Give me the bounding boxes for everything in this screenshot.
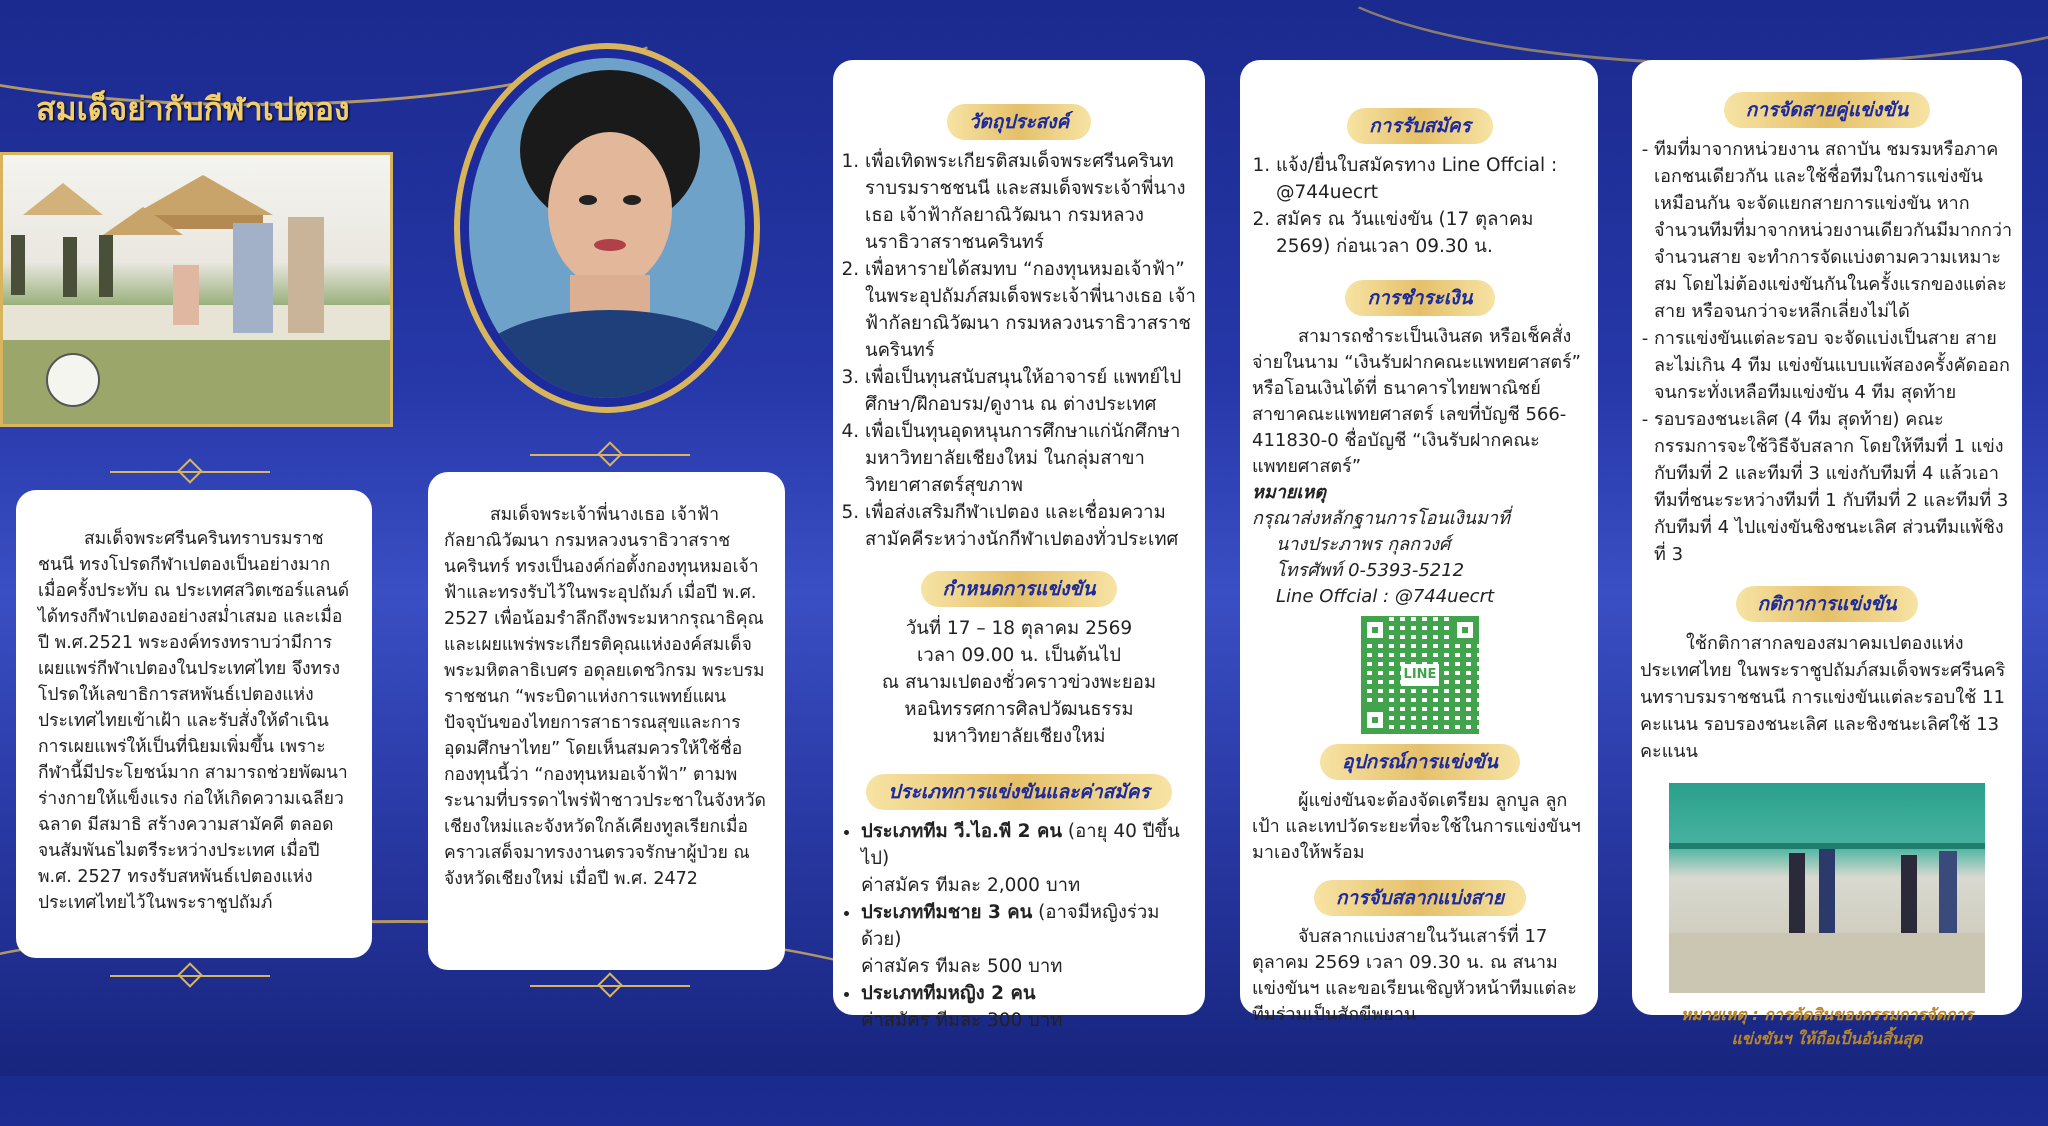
note-label: หมายเหตุ — [1252, 482, 1327, 503]
rules-card — [1632, 60, 2022, 1048]
register-list — [1252, 152, 1588, 260]
page-title: สมเด็จย่ากับกีฬาเปตอง — [36, 90, 350, 128]
payment-heading: การชำระเงิน — [1345, 280, 1494, 316]
type-name: ประเภททีมหญิง 2 คน — [861, 983, 1036, 1004]
petanque-photo — [0, 152, 393, 427]
schedule-heading: กำหนดการแข่งขัน — [921, 571, 1118, 607]
line-logo: LINE — [1401, 664, 1439, 686]
list-item: 5. เพื่อส่งเสริมกีฬาเปตอง และเชื่อมความสามัคคีระหว่างนักกีฬาเปตองทั่วประเทศ — [865, 499, 1197, 553]
line-qr-code[interactable] — [1361, 616, 1479, 734]
type-fee: ค่าสมัคร ทีมละ 300 บาท — [861, 1010, 1063, 1031]
history-text: สมเด็จพระศรีนครินทราบรมราชชนนี ทรงโปรดกีฬาเปตองเป็นอย่างมาก เมื่อครั้งประทับ ณ ประเทศสวิตเซอร์แลนด์ ได้ทรงกีฬาเปตองอย่างสม่ำเสมอ และเมื่อ ปี พ.ศ.2521 พระองค์ทรงทราบว่ามีการเผยแพร่กีฬาเปตองในประเทศไทย จึงทรงโปรดให้เลขาธิการสหพันธ์เปตองแห่งประเทศไทยเข้าเฝ้า และรับสั่งให้ดำเนินการเผยแพร่ให้เป็นที่นิยมเพิ่มขึ้น เพราะกีฬานี้มีประโยชน์มาก สามารถช่วยพัฒนาร่างกายให้แข็งแรง ก่อให้เกิดความเฉลียวฉลาด มีสมาธิ สร้างความสามัคคี ตลอดจนสัมพันธไมตรีระหว่างประเทศ เมื่อปี พ.ศ. 2527 ทรงรับสหพันธ์เปตองแห่งประเทศไทยไว้ในพระราชูปถัมภ์ — [38, 529, 350, 913]
note-line: Line Offcial : @744uecrt — [1276, 586, 1495, 607]
list-item: 2. สมัคร ณ วันแข่งขัน (17 ตุลาคม 2569) ก่อนเวลา 09.30 น. — [1276, 206, 1588, 260]
rules-heading: กติกาการแข่งขัน — [1736, 586, 1919, 622]
match-photo — [1669, 783, 1985, 993]
register-heading: การรับสมัคร — [1347, 108, 1493, 144]
history-card — [16, 490, 372, 958]
types-list — [841, 818, 1197, 1034]
list-item: - การแข่งขันแต่ละรอบ จะจัดแบ่งเป็นสาย สายละไม่เกิน 4 ทีม แข่งขันแบบแพ้สองครั้งคัดออกจนกระทั่งเหลือทีมแข่งขัน 4 ทีม สุดท้าย — [1654, 325, 2014, 406]
fund-card — [428, 472, 785, 970]
pairing-list — [1640, 136, 2014, 568]
list-item: - ทีมที่มาจากหน่วยงาน สถาบัน ชมรมหรือภาคเอกชนเดียวกัน และใช้ชื่อทีมในการแข่งขันเหมือนกัน จะจัดแยกสายการแข่งขัน หากจำนวนทีมที่มาจากหน่วยงานเดียวกันมีมากกว่าจำนวนสาย จะทำการจัดแบ่งตามความเหมาะสม โดยไม่ต้องแข่งขันกันในครั้งแรกของแต่ละสาย หรือจนกว่าจะหลีกเลี่ยงไม่ได้ — [1654, 136, 2014, 325]
type-note: (อายุ 40 ปีขึ้นไป) — [861, 821, 1180, 869]
portrait-frame — [450, 40, 765, 415]
list-item: 4. เพื่อเป็นทุนอุดหนุนการศึกษาแก่นักศึกษามหาวิทยาลัยเชียงใหม่ ในกลุ่มสาขาวิทยาศาสตร์สุขภาพ — [865, 418, 1197, 499]
list-item: 1. แจ้ง/ยื่นใบสมัครทาง Line Offcial : @744uecrt — [1276, 152, 1588, 206]
ornament-divider — [530, 976, 690, 996]
list-item: 2. เพื่อหารายได้สมทบ “กองทุนหมอเจ้าฟ้า” ในพระอุปถัมภ์สมเด็จพระเจ้าพี่นางเธอ เจ้าฟ้ากัลยาณิวัฒนา กรมหลวงนราธิวาสราชนครินทร์ — [865, 256, 1197, 364]
match-scene — [1669, 783, 1985, 993]
ornament-divider — [530, 445, 690, 465]
type-name: ประเภททีม วี.ไอ.พี 2 คน — [861, 821, 1062, 842]
note-line: กรุณาส่งหลักฐานการโอนเงินมาที่ — [1252, 508, 1510, 529]
type-fee: ค่าสมัคร ทีมละ 2,000 บาท — [861, 875, 1081, 896]
list-item — [861, 980, 1197, 1034]
list-item: 3. เพื่อเป็นทุนสนับสนุนให้อาจารย์ แพทย์ไปศึกษา/ฝึกอบรม/ดูงาน ณ ต่างประเทศ — [865, 364, 1197, 418]
type-note: (อาจมีหญิงร่วมด้วย) — [861, 902, 1160, 950]
type-name: ประเภททีมชาย 3 คน — [861, 902, 1033, 923]
equipment-heading: อุปกรณ์การแข่งขัน — [1320, 744, 1520, 780]
objectives-card — [833, 60, 1205, 1031]
schedule-line: ณ สนามเปตองชั่วคราวข่วงพะยอม — [881, 672, 1157, 693]
schedule-line: วันที่ 17 – 18 ตุลาคม 2569 — [905, 618, 1133, 639]
equipment-text: ผู้แข่งขันจะต้องจัดเตรียม ลูกบูล ลูกเป้า และเทปวัดระยะที่จะใช้ในการแข่งขันฯ มาเองให้พร้อม — [1252, 790, 1581, 863]
schedule-line: เวลา 09.00 น. เป็นต้นไป — [917, 645, 1121, 666]
list-item — [861, 818, 1197, 899]
schedule-line: หอนิทรรศการศิลปวัฒนธรรม — [904, 699, 1134, 720]
footnote: หมายเหตุ : การตัดสินของกรรมการจัดการแข่งขันฯ ให้ถือเป็นอันสิ้นสุด — [1680, 1005, 1974, 1048]
registration-card — [1240, 60, 1598, 1025]
note-line: โทรศัพท์ 0-5393-5212 — [1276, 560, 1465, 581]
objectives-list — [841, 148, 1197, 553]
payment-text: สามารถชำระเป็นเงินสด หรือเช็คสั่งจ่ายในนาม “เงินรับฝากคณะแพทยศาสตร์” หรือโอนเงินได้ที่ ธนาคารไทยพาณิชย์ สาขาคณะแพทยศาสตร์ เลขที่บัญชี 566-411830-0 ชื่อบัญชี “เงินรับฝากคณะแพทยศาสตร์” — [1252, 326, 1582, 477]
objectives-heading: วัตถุประสงค์ — [947, 104, 1092, 140]
ornament-divider — [110, 462, 270, 482]
rules-text: ใช้กติกาสากลของสมาคมเปตองแห่งประเทศไทย ในพระราชูปถัมภ์สมเด็จพระศรีนครินทราบรมราชชนนี การแข่งขันแต่ละรอบใช้ 11 คะแนน รอบรองชนะเลิศ และชิงชนะเลิศใช้ 13 คะแนน — [1640, 633, 2006, 762]
petanque-scene — [3, 155, 393, 427]
schedule-line: มหาวิทยาลัยเชียงใหม่ — [932, 726, 1106, 747]
draw-text: จับสลากแบ่งสายในวันเสาร์ที่ 17 ตุลาคม 2569 เวลา 09.30 น. ณ สนามแข่งขันฯ และขอเรียนเชิญหัวหน้าทีมแต่ละทีมร่วมเป็นสักขีพยาน — [1252, 926, 1577, 1025]
list-item: 1. เพื่อเทิดพระเกียรติสมเด็จพระศรีนครินทราบรมราชชนนี และสมเด็จพระเจ้าพี่นางเธอ เจ้าฟ้ากัลยาณิวัฒนา กรมหลวงนราธิวาสราชนครินทร์ — [865, 148, 1197, 256]
pairing-heading: การจัดสายคู่แข่งขัน — [1724, 92, 1930, 128]
type-fee: ค่าสมัคร ทีมละ 500 บาท — [861, 956, 1063, 977]
portrait-image — [450, 40, 765, 415]
ornament-divider — [110, 966, 270, 986]
gold-swoosh — [1300, 0, 2048, 66]
fund-text: สมเด็จพระเจ้าพี่นางเธอ เจ้าฟ้ากัลยาณิวัฒนา กรมหลวงนราธิวาสราชนครินทร์ ทรงเป็นองค์ก่อตั้งกองทุนหมอเจ้าฟ้าและทรงรับไว้ในพระอุปถัมภ์ เมื่อปี พ.ศ. 2527 เพื่อน้อมรำลึกถึงพระมหากรุณาธิคุณและเผยแพร่พระเกียรติคุณแห่งองค์สมเด็จพระมหิตลาธิเบศร อดุลยเดชวิกรม พระบรมราชชนก “พระบิดาแห่งการแพทย์แผนปัจจุบันของไทยการสาธารณสุขและการอุดมศึกษาไทย” โดยเห็นสมควรให้ใช้ชื่อกองทุนนี้ว่า “กองทุนหมอเจ้าฟ้า” ตามพระนามที่บรรดาไพร่ฟ้าชาวประชาในจังหวัดเชียงใหม่และจังหวัดใกล้เคียงทูลเรียกเมื่อคราวเสด็จมาทรงงานตรวจรักษาผู้ป่วย ณ จังหวัดเชียงใหม่ เมื่อปี พ.ศ. 2472 — [444, 505, 766, 889]
list-item — [861, 899, 1197, 980]
note-line: นางประภาพร กุลกวงศ์ — [1276, 534, 1451, 555]
list-item: - รอบรองชนะเลิศ (4 ทีม สุดท้าย) คณะกรรมการจะใช้วิธีจับสลาก โดยให้ทีมที่ 1 แข่งกับทีมที่ 2 และทีมที่ 3 แข่งกับทีมที่ 4 แล้วเอาทีมที่ชนะระหว่างทีมที่ 1 กับทีมที่ 2 และทีมที่ 3 กับทีมที่ 4 ไปแข่งขันชิงชนะเลิศ ส่วนทีมแพ้ชิงที่ 3 — [1654, 406, 2014, 568]
draw-heading: การจับสลากแบ่งสาย — [1314, 880, 1526, 916]
types-heading: ประเภทการแข่งขันและค่าสมัคร — [866, 774, 1171, 810]
